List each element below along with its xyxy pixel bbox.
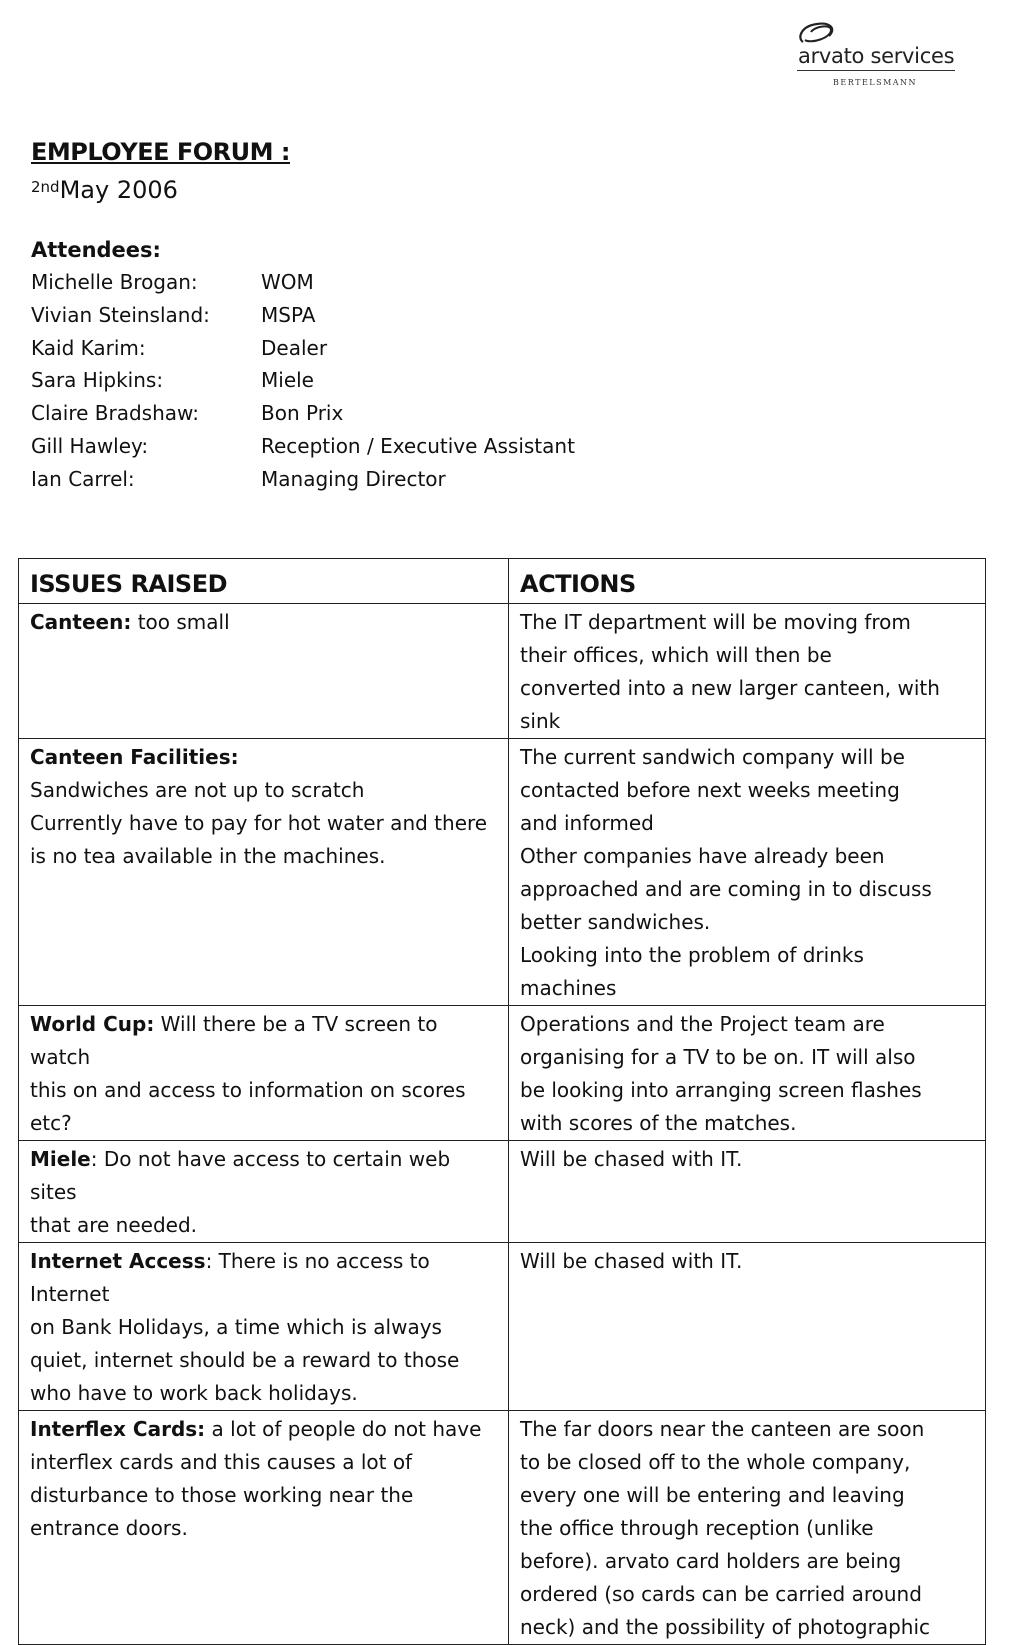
issue-title: Interflex Cards: xyxy=(30,1417,206,1441)
attendee-role: Bon Prix xyxy=(261,401,344,426)
action-text: The current sandwich company will be xyxy=(520,745,905,769)
attendee-name: Vivian Steinsland: xyxy=(31,302,210,327)
header-issues-raised: ISSUES RAISED xyxy=(19,559,509,604)
issue-text: this on and access to information on scores xyxy=(30,1078,466,1102)
issue-text: Will there be a TV screen to watch xyxy=(30,1012,438,1069)
attendee-role: WOM xyxy=(261,270,314,294)
header-actions: ACTIONS xyxy=(509,559,986,604)
attendee-role: MSPA xyxy=(261,302,316,327)
issue-cell xyxy=(19,1243,509,1411)
table-row xyxy=(19,1141,986,1243)
attendee-row xyxy=(31,401,631,434)
action-cell xyxy=(509,1141,986,1243)
issue-text: : Do not have access to certain web sites xyxy=(30,1147,451,1204)
issue-text: etc? xyxy=(30,1111,72,1135)
issue-cell xyxy=(19,739,509,1006)
issue-title: Canteen: xyxy=(30,610,132,634)
table-row xyxy=(19,1411,986,1645)
attendee-row xyxy=(31,336,631,369)
attendee-name: Michelle Brogan: xyxy=(31,270,198,294)
attendee-role: Managing Director xyxy=(261,466,446,491)
action-text: The IT department will be moving from xyxy=(520,610,911,634)
meeting-date xyxy=(31,176,178,204)
action-text: organising for a TV to be on. IT will also xyxy=(520,1045,916,1069)
attendee-role: Miele xyxy=(261,368,314,393)
action-text: contacted before next weeks meeting xyxy=(520,778,900,802)
action-cell xyxy=(509,1243,986,1411)
issues-actions-table xyxy=(18,558,986,1645)
issue-text: : There is no access to Internet xyxy=(30,1249,430,1306)
issue-text: Currently have to pay for hot water and there xyxy=(30,811,488,835)
issue-cell xyxy=(19,1006,509,1141)
issue-cell xyxy=(19,604,509,739)
issue-text: Sandwiches are not up to scratch xyxy=(30,778,365,802)
page-title: EMPLOYEE FORUM : xyxy=(31,138,290,166)
issue-text: quiet, internet should be a reward to those xyxy=(30,1348,460,1372)
action-text: The far doors near the canteen are soon xyxy=(520,1417,925,1441)
company-logo xyxy=(795,20,957,90)
issue-text: too small xyxy=(131,610,230,634)
action-text: machines xyxy=(520,976,617,1000)
table-row xyxy=(19,604,986,739)
action-text: before). arvato card holders are being xyxy=(520,1549,902,1573)
action-cell xyxy=(509,604,986,739)
issue-title: Canteen Facilities: xyxy=(30,745,239,769)
action-text: sink xyxy=(520,709,561,733)
issue-text: who have to work back holidays. xyxy=(30,1381,358,1405)
table-row xyxy=(19,1243,986,1411)
attendees-heading: Attendees: xyxy=(31,238,161,262)
issue-cell xyxy=(19,1141,509,1243)
table-header-row xyxy=(19,559,986,604)
issue-cell xyxy=(19,1411,509,1645)
action-cell xyxy=(509,739,986,1006)
action-cell xyxy=(509,1411,986,1645)
action-text: Operations and the Project team are xyxy=(520,1012,885,1036)
attendee-name: Claire Bradshaw: xyxy=(31,401,200,426)
attendee-row xyxy=(31,368,631,401)
issue-text: is no tea available in the machines. xyxy=(30,844,386,868)
action-text: their offices, which will then be xyxy=(520,643,832,667)
action-text: be looking into arranging screen flashes xyxy=(520,1078,922,1102)
action-text: the office through reception (unlike xyxy=(520,1516,874,1540)
date-rest: May 2006 xyxy=(59,176,178,204)
logo-divider xyxy=(797,70,955,71)
attendees-list xyxy=(31,270,631,500)
attendee-role: Reception / Executive Assistant xyxy=(261,433,575,458)
date-day: 2nd xyxy=(31,178,60,196)
issue-text: on Bank Holidays, a time which is always xyxy=(30,1315,442,1339)
action-cell xyxy=(509,1006,986,1141)
attendee-name: Ian Carrel: xyxy=(31,466,135,491)
action-text: Other companies have already been xyxy=(520,844,885,868)
action-text: approached and are coming in to discuss xyxy=(520,877,932,901)
issue-text: disturbance to those working near the xyxy=(30,1483,414,1507)
logo-subtext: BERTELSMANN xyxy=(833,78,918,87)
attendee-name: Gill Hawley: xyxy=(31,433,149,458)
action-text: Looking into the problem of drinks xyxy=(520,943,864,967)
issue-text: entrance doors. xyxy=(30,1516,188,1540)
attendee-row xyxy=(31,270,631,303)
logo-brand-text: arvato services xyxy=(798,44,955,68)
issue-text: a lot of people do not have xyxy=(205,1417,482,1441)
attendee-name: Sara Hipkins: xyxy=(31,368,164,393)
action-text: to be closed off to the whole company, xyxy=(520,1450,911,1474)
attendee-row xyxy=(31,434,631,467)
action-text: better sandwiches. xyxy=(520,910,711,934)
issue-text: that are needed. xyxy=(30,1213,198,1237)
attendee-name: Kaid Karim: xyxy=(31,335,146,360)
action-text: Will be chased with IT. xyxy=(520,1147,743,1171)
action-text: and informed xyxy=(520,811,654,835)
attendee-role: Dealer xyxy=(261,335,328,360)
attendee-row xyxy=(31,467,631,500)
action-text: ordered (so cards can be carried around xyxy=(520,1582,922,1606)
attendee-row xyxy=(31,303,631,336)
action-text: every one will be entering and leaving xyxy=(520,1483,905,1507)
action-text: with scores of the matches. xyxy=(520,1111,797,1135)
issue-title: World Cup: xyxy=(30,1012,155,1036)
action-text: converted into a new larger canteen, with xyxy=(520,676,940,700)
table-row xyxy=(19,739,986,1006)
action-text: Will be chased with IT. xyxy=(520,1249,743,1273)
table-row xyxy=(19,1006,986,1141)
issue-title: Internet Access xyxy=(30,1249,206,1273)
action-text: neck) and the possibility of photographic xyxy=(520,1615,931,1639)
issue-title: Miele xyxy=(30,1147,91,1171)
issue-text: interflex cards and this causes a lot of xyxy=(30,1450,413,1474)
